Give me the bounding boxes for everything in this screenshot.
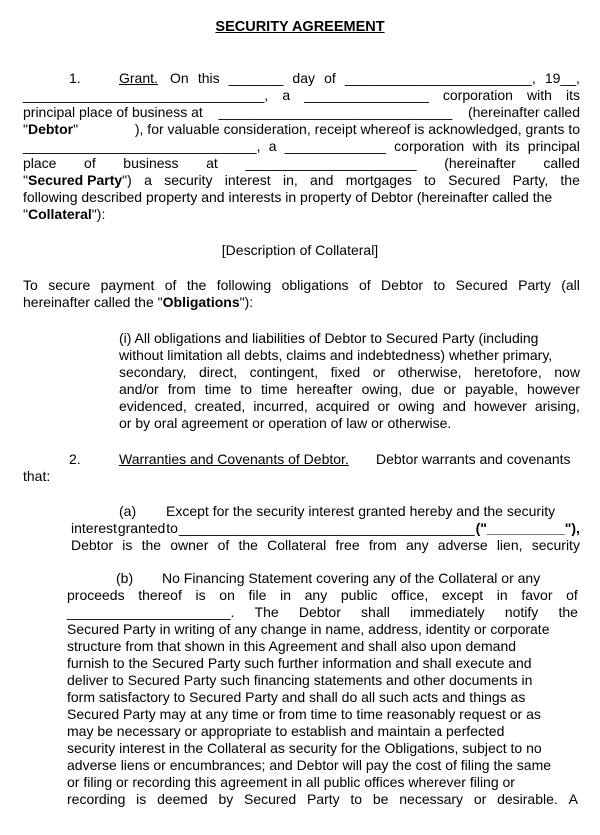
- section-1-heading: Grant.: [119, 70, 158, 86]
- clause-a-line-2: interest granted to ______________________________________ ("__________"),: [71, 520, 580, 536]
- section-1-line-8: following described property and interests in property of Debtor (hereinafter called the: [23, 189, 553, 205]
- obligations-line-1: To secure payment of the following obligations of Debtor to Secured Party (all: [23, 277, 580, 293]
- section-2-that: that:: [23, 468, 51, 484]
- obligations-term: Obligations: [162, 294, 240, 310]
- section-2-number: 2.: [69, 451, 81, 467]
- clause-b-line-3: _____________________. The Debtor shall immediately notify the: [67, 604, 578, 620]
- secured-party-term: Secured Party: [27, 172, 123, 188]
- section-2-lead: Debtor warrants and covenants: [376, 451, 571, 467]
- section-1-line-6: place of business at ______________________ (hereinafter called: [23, 155, 580, 171]
- clause-b-line-12: adverse liens or encumbrances; and Debtor will pay the cost of filing the same: [67, 757, 552, 773]
- clause-b-line-7: deliver to Secured Party such financing statements and other documents in: [67, 672, 533, 688]
- section-1-line-9: "Collateral"):: [23, 206, 106, 222]
- clause-b-line-13: or filing or recording this agreement in all public offices wherever filing or: [67, 774, 515, 790]
- clause-a-line-3: Debtor is the owner of the Collateral free from any adverse lien, security: [71, 537, 580, 553]
- obligations-item-i-line-1: (i) All obligations and liabilities of Debtor to Secured Party (including: [119, 330, 539, 346]
- obligations-item-i-line-6: or by oral agreement or operation of law or otherwise.: [119, 415, 452, 431]
- clause-b-line-10: may be necessary or appropriate to establish and maintain a perfected: [67, 723, 505, 739]
- clause-a-line-1: Except for the security interest granted hereby and the security: [166, 503, 556, 519]
- section-1-line-1: On this _______ day of ________________________, 19__,: [170, 70, 580, 86]
- obligations-item-i-line-5: evidenced, created, incurred, acquired or owing and however arising,: [119, 398, 580, 414]
- clause-b-line-4: Secured Party in writing of any change in name, address, identity or corporate: [67, 621, 550, 637]
- clause-a-marker: (a): [119, 503, 137, 519]
- collateral-term: Collateral: [27, 206, 92, 222]
- section-1-number: 1.: [69, 70, 81, 86]
- section-1-line-3: principal place of business at ______________________________ (hereinafter called: [23, 104, 580, 120]
- obligations-item-i-line-2: without limitation all debts, claims and indebtedness) whether primary,: [119, 347, 553, 363]
- clause-b-line-11: security interest in the Collateral as security for the Obligations, subject to no: [67, 740, 542, 756]
- obligations-item-i-line-3: secondary, direct, contingent, fixed or otherwise, heretofore, now: [119, 364, 580, 380]
- section-1-line-5: ______________________________, a _____________ corporation with its principal: [23, 138, 580, 154]
- section-2-heading: Warranties and Covenants of Debtor.: [119, 451, 349, 467]
- section-1-line-2: _______________________________, a ________________ corporation with its: [23, 87, 580, 103]
- clause-b-line-5: structure from that shown in this Agreement and shall also upon demand: [67, 638, 517, 654]
- clause-b-line-1: No Financing Statement covering any of the Collateral or any: [162, 570, 541, 586]
- collateral-description: [Description of Collateral]: [221, 242, 379, 258]
- obligations-line-2: hereinafter called the "Obligations"):: [23, 294, 254, 310]
- clause-b-line-8: form satisfactory to Secured Party and shall do all such acts and things as: [67, 689, 526, 705]
- clause-b-line-2: proceeds thereof is on file in any public office, except in favor of: [67, 587, 578, 603]
- debtor-term: Debtor: [27, 121, 74, 137]
- clause-b-marker: (b): [116, 570, 134, 586]
- section-1-line-7: "Secured Party") a security interest in, and mortgages to Secured Party, the: [23, 172, 580, 188]
- clause-b-line-6: furnish to the Secured Party such further information and shall execute and: [67, 655, 532, 671]
- clause-b-line-9: Secured Party may at any time or from time to time reasonably request or as: [67, 706, 541, 722]
- document-title: SECURITY AGREEMENT: [215, 19, 385, 35]
- clause-b-line-14: recording is deemed by Secured Party to be necessary or desirable. A: [67, 791, 578, 807]
- obligations-item-i-line-4: and/or from time to time hereafter owing, due or payable, however: [119, 381, 580, 397]
- section-1-line-4: "Debtor" ), for valuable consideration, receipt whereof is acknowledged, grants to: [23, 121, 580, 137]
